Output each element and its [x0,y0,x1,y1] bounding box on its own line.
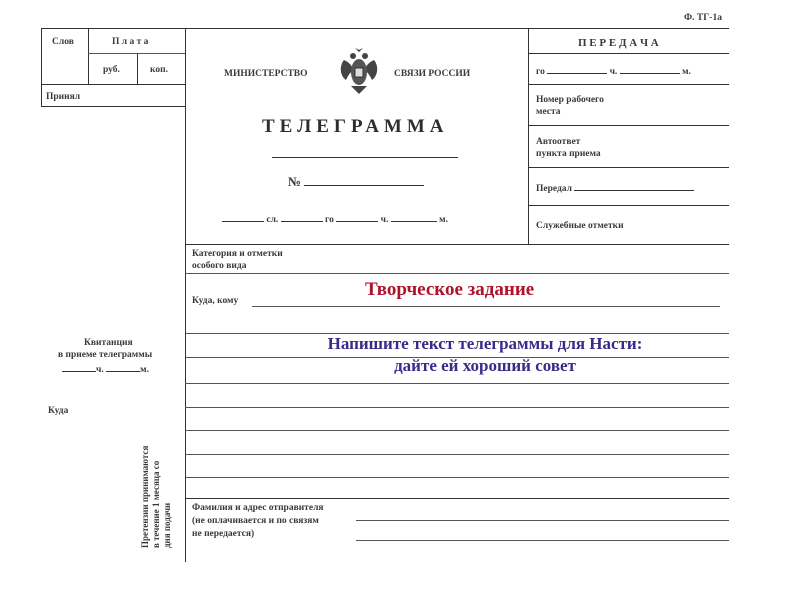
instruction-line-2: дайте ей хороший совет [394,356,576,375]
receipt-subtitle: в приеме телеграммы [58,350,153,360]
message-line-3[interactable] [185,383,729,384]
where-label: Куда [48,406,69,416]
transfer-minutes-label: м. [682,67,691,77]
message-line-5[interactable] [185,430,729,431]
payment-bottom-line [41,84,185,85]
autoanswer-top-line [528,125,729,126]
hours-field[interactable] [336,212,378,222]
emblem-icon [336,46,382,96]
creative-task-title: Творческое задание [365,279,535,300]
receipt-minutes-field[interactable] [106,362,140,372]
ministry-left: МИНИСТЕРСТВО [224,69,308,79]
sent-field[interactable] [574,181,694,191]
title-underline [272,157,458,158]
sender-label-2: (не оплачивается и по связям [192,516,319,526]
receipt-time [62,362,149,376]
to-whom-field[interactable] [252,306,720,307]
sender-label-1: Фамилия и адрес отправителя [192,503,324,513]
receipt-hours-field[interactable] [62,362,96,372]
minutes-field[interactable] [391,212,437,222]
sl-label: сл. [266,215,279,225]
claims-line-2: в течение 1 месяца со [151,460,161,548]
go-label: го [325,215,334,225]
kop-label: коп. [150,65,168,75]
accepted-line [41,106,185,107]
transfer-hours-field[interactable] [620,64,680,74]
sender-field-1[interactable] [356,520,729,521]
form-top-border [41,28,729,29]
receipt-minutes-label: м. [140,365,149,375]
minutes-label: м. [439,215,448,225]
form-code: Ф. ТГ-1а [684,13,722,23]
receipt-hours-label: ч. [96,365,104,375]
instruction-line-1: Напишите текст телеграммы для Насти: [327,334,643,353]
autoanswer-label-1: Автоответ [536,137,581,147]
category-label-2: особого вида [192,261,247,271]
workplace-top-line [528,84,729,85]
claims-line-3: дня подачи [162,502,172,548]
sent-row [536,181,694,195]
rub-label: руб. [103,65,120,75]
transfer-hours-label: ч. [609,67,618,77]
transfer-time-row [536,64,691,78]
words-label: Слов [52,37,74,47]
words-divider [88,28,89,84]
message-line-6[interactable] [185,454,729,455]
transfer-line [528,53,729,54]
accepted-label: Принял [46,92,81,102]
claims-line-1: Претензии принимаются [140,445,150,548]
number-sign: № [288,174,302,189]
ministry-right: СВЯЗИ РОССИИ [394,69,471,79]
hours-label: ч. [380,215,389,225]
payment-label: П л а т а [112,37,149,47]
telegram-title: ТЕЛЕГРАММА [262,116,449,137]
category-line [185,273,729,274]
left-column-divider [185,28,186,562]
sent-label: Передал [536,184,572,194]
transfer-go-field[interactable] [547,64,607,74]
sender-top-line [185,498,729,499]
message-line-7[interactable] [185,477,729,478]
number-field[interactable] [304,176,424,186]
message-line-4[interactable] [185,407,729,408]
sent-top-line [528,167,729,168]
center-time-row [222,212,448,226]
workplace-label-2: места [536,107,561,117]
to-whom-label: Куда, кому [192,296,239,306]
sender-label-3: не передается) [192,529,255,539]
creative-task-instructions [270,333,700,377]
right-column-divider [528,28,529,244]
autoanswer-label-2: пункта приема [536,149,601,159]
workplace-label-1: Номер рабочего [536,95,604,105]
category-label-1: Категория и отметки [192,249,283,259]
transfer-go-label: го [536,67,545,77]
claims-note [140,408,173,548]
service-marks-label: Служебные отметки [536,221,624,231]
body-top-line [185,244,729,245]
left-box-border [41,28,42,106]
number-row [288,176,424,188]
rub-kop-divider [137,53,138,84]
sl-field[interactable] [222,212,264,222]
go-field[interactable] [281,212,323,222]
receipt-title: Квитанция [84,338,133,348]
transfer-title: П Е Р Е Д А Ч А [578,37,659,49]
sender-field-2[interactable] [356,540,729,541]
service-top-line [528,205,729,206]
